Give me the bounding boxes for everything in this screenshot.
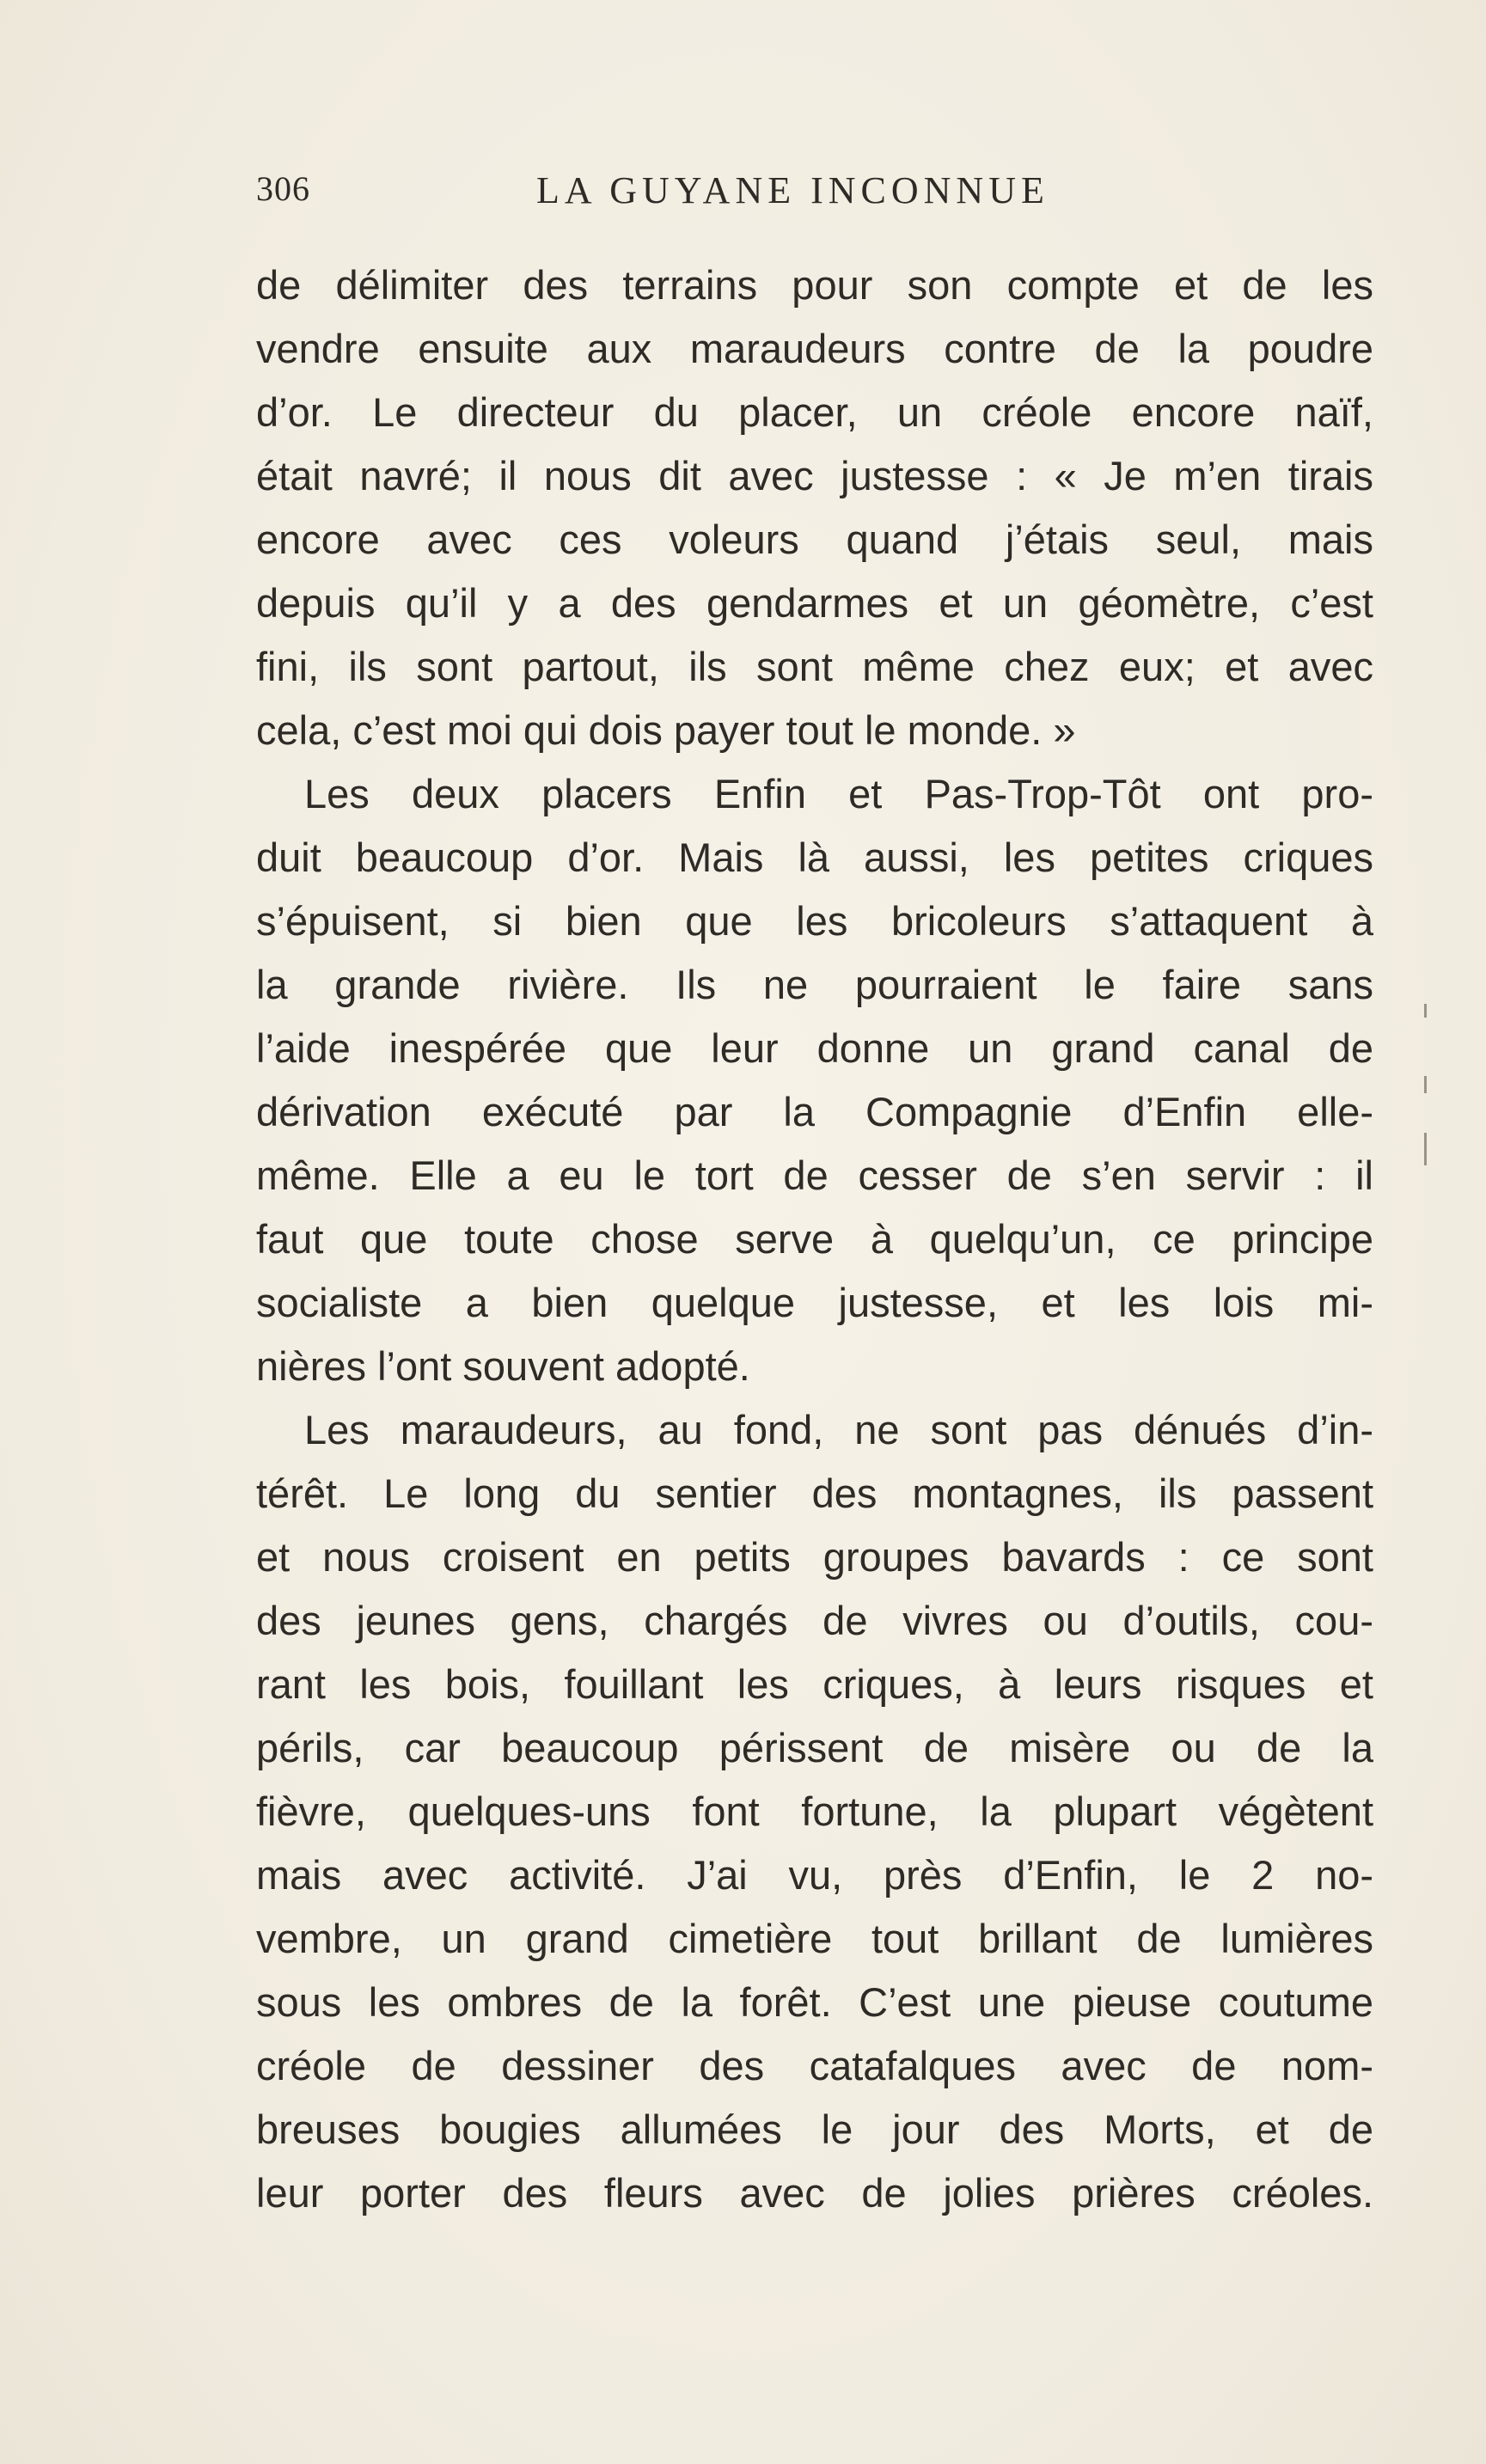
text-line: s’épuisent, si bien que les bricoleurs s’attaquent à <box>256 898 1373 944</box>
text-line: l’aide inespérée que leur donne un grand canal de <box>256 1025 1373 1071</box>
text-line: vendre ensuite aux maraudeurs contre de la poudre <box>256 326 1373 371</box>
text-line: térêt. Le long du sentier des montagnes, ils passent <box>256 1470 1373 1516</box>
margin-mark <box>1424 1133 1427 1165</box>
text-line: mais avec activité. J’ai vu, près d’Enfin, le 2 no- <box>256 1852 1373 1898</box>
text-line: duit beaucoup d’or. Mais là aussi, les petites criques <box>256 835 1373 880</box>
text-line: d’or. Le directeur du placer, un créole encore naïf, <box>256 389 1373 435</box>
margin-mark <box>1424 1004 1427 1018</box>
text-line: créole de dessiner des catafalques avec de nom- <box>256 2043 1373 2088</box>
body-text <box>256 254 1373 2225</box>
text-line: même. Elle a eu le tort de cesser de s’en servir : il <box>256 1153 1373 1198</box>
text-line: faut que toute chose serve à quelqu’un, ce principe <box>256 1216 1373 1262</box>
text-line: rant les bois, fouillant les criques, à leurs risques et <box>256 1661 1373 1707</box>
text-line: fièvre, quelques-uns font fortune, la plupart végètent <box>256 1788 1373 1834</box>
page-number: 306 <box>256 169 310 208</box>
text-line: Les maraudeurs, au fond, ne sont pas dénués d’in- <box>304 1407 1373 1452</box>
text-line: leur porter des fleurs avec de jolies prières créoles. <box>256 2170 1373 2216</box>
text-line: socialiste a bien quelque justesse, et les lois mi- <box>256 1280 1373 1325</box>
text-line: des jeunes gens, chargés de vivres ou d’outils, cou- <box>256 1598 1373 1643</box>
text-line: depuis qu’il y a des gendarmes et un géomètre, c’est <box>256 580 1373 626</box>
text-line: vembre, un grand cimetière tout brillant de lumières <box>256 1916 1373 1961</box>
margin-mark <box>1424 1076 1427 1093</box>
text-line: périls, car beaucoup périssent de misère ou de la <box>256 1725 1373 1770</box>
text-line: et nous croisent en petits groupes bavards : ce sont <box>256 1534 1373 1580</box>
text-line: sous les ombres de la forêt. C’est une pieuse coutume <box>256 1979 1373 2025</box>
text-line: cela, c’est moi qui dois payer tout le monde. » <box>256 707 1076 753</box>
text-line: dérivation exécuté par la Compagnie d’Enfin elle- <box>256 1089 1373 1134</box>
text-line: breuses bougies allumées le jour des Morts, et de <box>256 2106 1373 2152</box>
running-title: LA GUYANE INCONNUE <box>536 169 1049 211</box>
text-line: encore avec ces voleurs quand j’étais seul, mais <box>256 517 1373 562</box>
page-header <box>256 168 1373 220</box>
text-line: la grande rivière. Ils ne pourraient le faire sans <box>256 962 1373 1007</box>
text-line: nières l’ont souvent adopté. <box>256 1343 750 1389</box>
text-line: de délimiter des terrains pour son compte et de les <box>256 262 1373 308</box>
text-line: fini, ils sont partout, ils sont même chez eux; et avec <box>256 644 1373 689</box>
text-line: était navré; il nous dit avec justesse : « Je m’en tirais <box>256 453 1373 498</box>
text-line: Les deux placers Enfin et Pas-Trop-Tôt ont pro- <box>304 771 1373 816</box>
